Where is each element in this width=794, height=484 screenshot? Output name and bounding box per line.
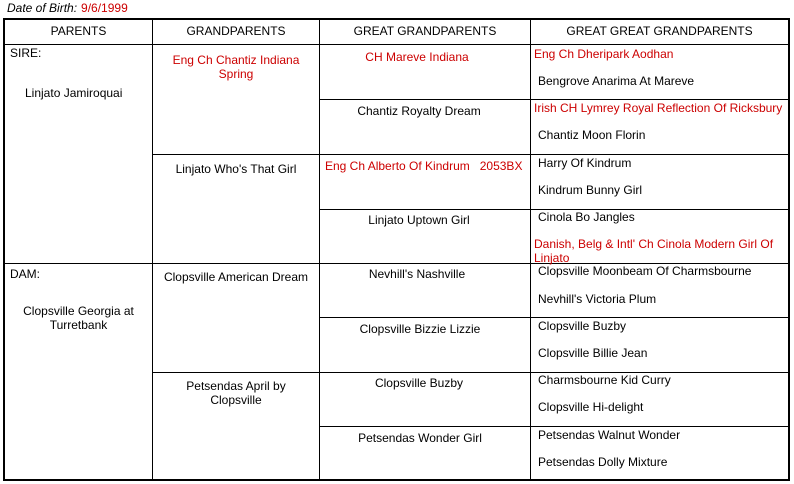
header-great-great-grandparents: GREAT GREAT GRANDPARENTS [566, 24, 753, 38]
great-great-grandparent-15: Petsendas Walnut Wonder [538, 428, 681, 442]
great-great-grandparent-14: Clopsville Hi-delight [538, 400, 644, 414]
dam-label: DAM: [10, 267, 40, 281]
great-great-grandparent-16: Petsendas Dolly Mixture [538, 455, 668, 469]
great-great-grandparent-7: Cinola Bo Jangles [538, 210, 635, 224]
column-divider [319, 18, 320, 481]
grandparent-sire-sire-line2: Spring [218, 67, 254, 81]
column-divider [530, 18, 531, 481]
date-of-birth-label: Date of Birth: [7, 1, 78, 15]
sire-name: Linjato Jamiroquai [25, 86, 123, 100]
great-great-grandparent-8-line1: Danish, Belg & Intl' Ch Cinola Modern Girl Of [534, 237, 774, 251]
date-of-birth-value: 9/6/1999 [81, 1, 128, 15]
grandparent-dam-dam-line2: Clopsville [210, 393, 262, 407]
great-great-grandparent-1: Eng Ch Dheripark Aodhan [534, 47, 674, 61]
great-great-grandparent-9: Clopsville Moonbeam Of Charmsbourne [538, 264, 752, 278]
header-great-grandparents: GREAT GRANDPARENTS [353, 24, 497, 38]
grandparent-dam-dam [153, 379, 319, 407]
dam-name-line2: Turretbank [49, 318, 108, 332]
sire-label: SIRE: [10, 46, 42, 60]
great-grandparent-1: CH Mareve Indiana [365, 50, 469, 64]
dam-name [5, 304, 152, 332]
grandparent-sire-dam: Linjato Who's That Girl [175, 162, 297, 176]
great-great-grandparent-12: Clopsville Billie Jean [538, 346, 648, 360]
grandparent-sire-sire-line1: Eng Ch Chantiz Indiana [172, 53, 300, 67]
great-great-grandparent-11: Clopsville Buzby [538, 319, 627, 333]
great-great-grandparent-2: Bengrove Anarima At Mareve [538, 74, 695, 88]
great-grandparent-divider [319, 426, 790, 427]
great-grandparent-4: Linjato Uptown Girl [368, 213, 470, 227]
header-parents: PARENTS [50, 24, 107, 38]
grandparent-dam-sire: Clopsville American Dream [163, 270, 309, 284]
great-great-grandparent-6: Kindrum Bunny Girl [538, 183, 643, 197]
column-divider [152, 18, 153, 481]
grandparent-sire-sire [153, 53, 319, 81]
great-great-grandparent-4: Chantiz Moon Florin [538, 128, 646, 142]
date-of-birth [7, 1, 128, 15]
great-great-grandparent-8 [534, 237, 773, 265]
great-great-grandparent-3: Irish CH Lymrey Royal Reflection Of Ricksbury [534, 101, 783, 115]
header-divider [3, 44, 790, 45]
great-grandparent-3: Eng Ch Alberto Of Kindrum 2053BX [325, 159, 523, 173]
great-grandparent-8: Petsendas Wonder Girl [358, 431, 482, 445]
great-grandparent-divider [319, 317, 790, 318]
great-great-grandparent-10: Nevhill's Victoria Plum [538, 292, 657, 306]
header-grandparents: GRANDPARENTS [186, 24, 286, 38]
great-great-grandparent-13: Charmsbourne Kid Curry [538, 373, 671, 387]
dam-name-line1: Clopsville Georgia at [23, 304, 134, 318]
great-great-grandparent-8-line2: Linjato [534, 251, 570, 265]
grandparent-dam-dam-line1: Petsendas April by [186, 379, 286, 393]
great-great-grandparent-5: Harry Of Kindrum [538, 156, 632, 170]
great-grandparent-2: Chantiz Royalty Dream [357, 104, 481, 118]
grandparent-divider [152, 154, 790, 155]
great-grandparent-5: Nevhill's Nashville [368, 267, 466, 281]
great-grandparent-6: Clopsville Bizzie Lizzie [359, 322, 481, 336]
great-grandparent-7: Clopsville Buzby [374, 376, 464, 390]
great-grandparent-divider [319, 99, 790, 100]
grandparent-divider [152, 372, 790, 373]
